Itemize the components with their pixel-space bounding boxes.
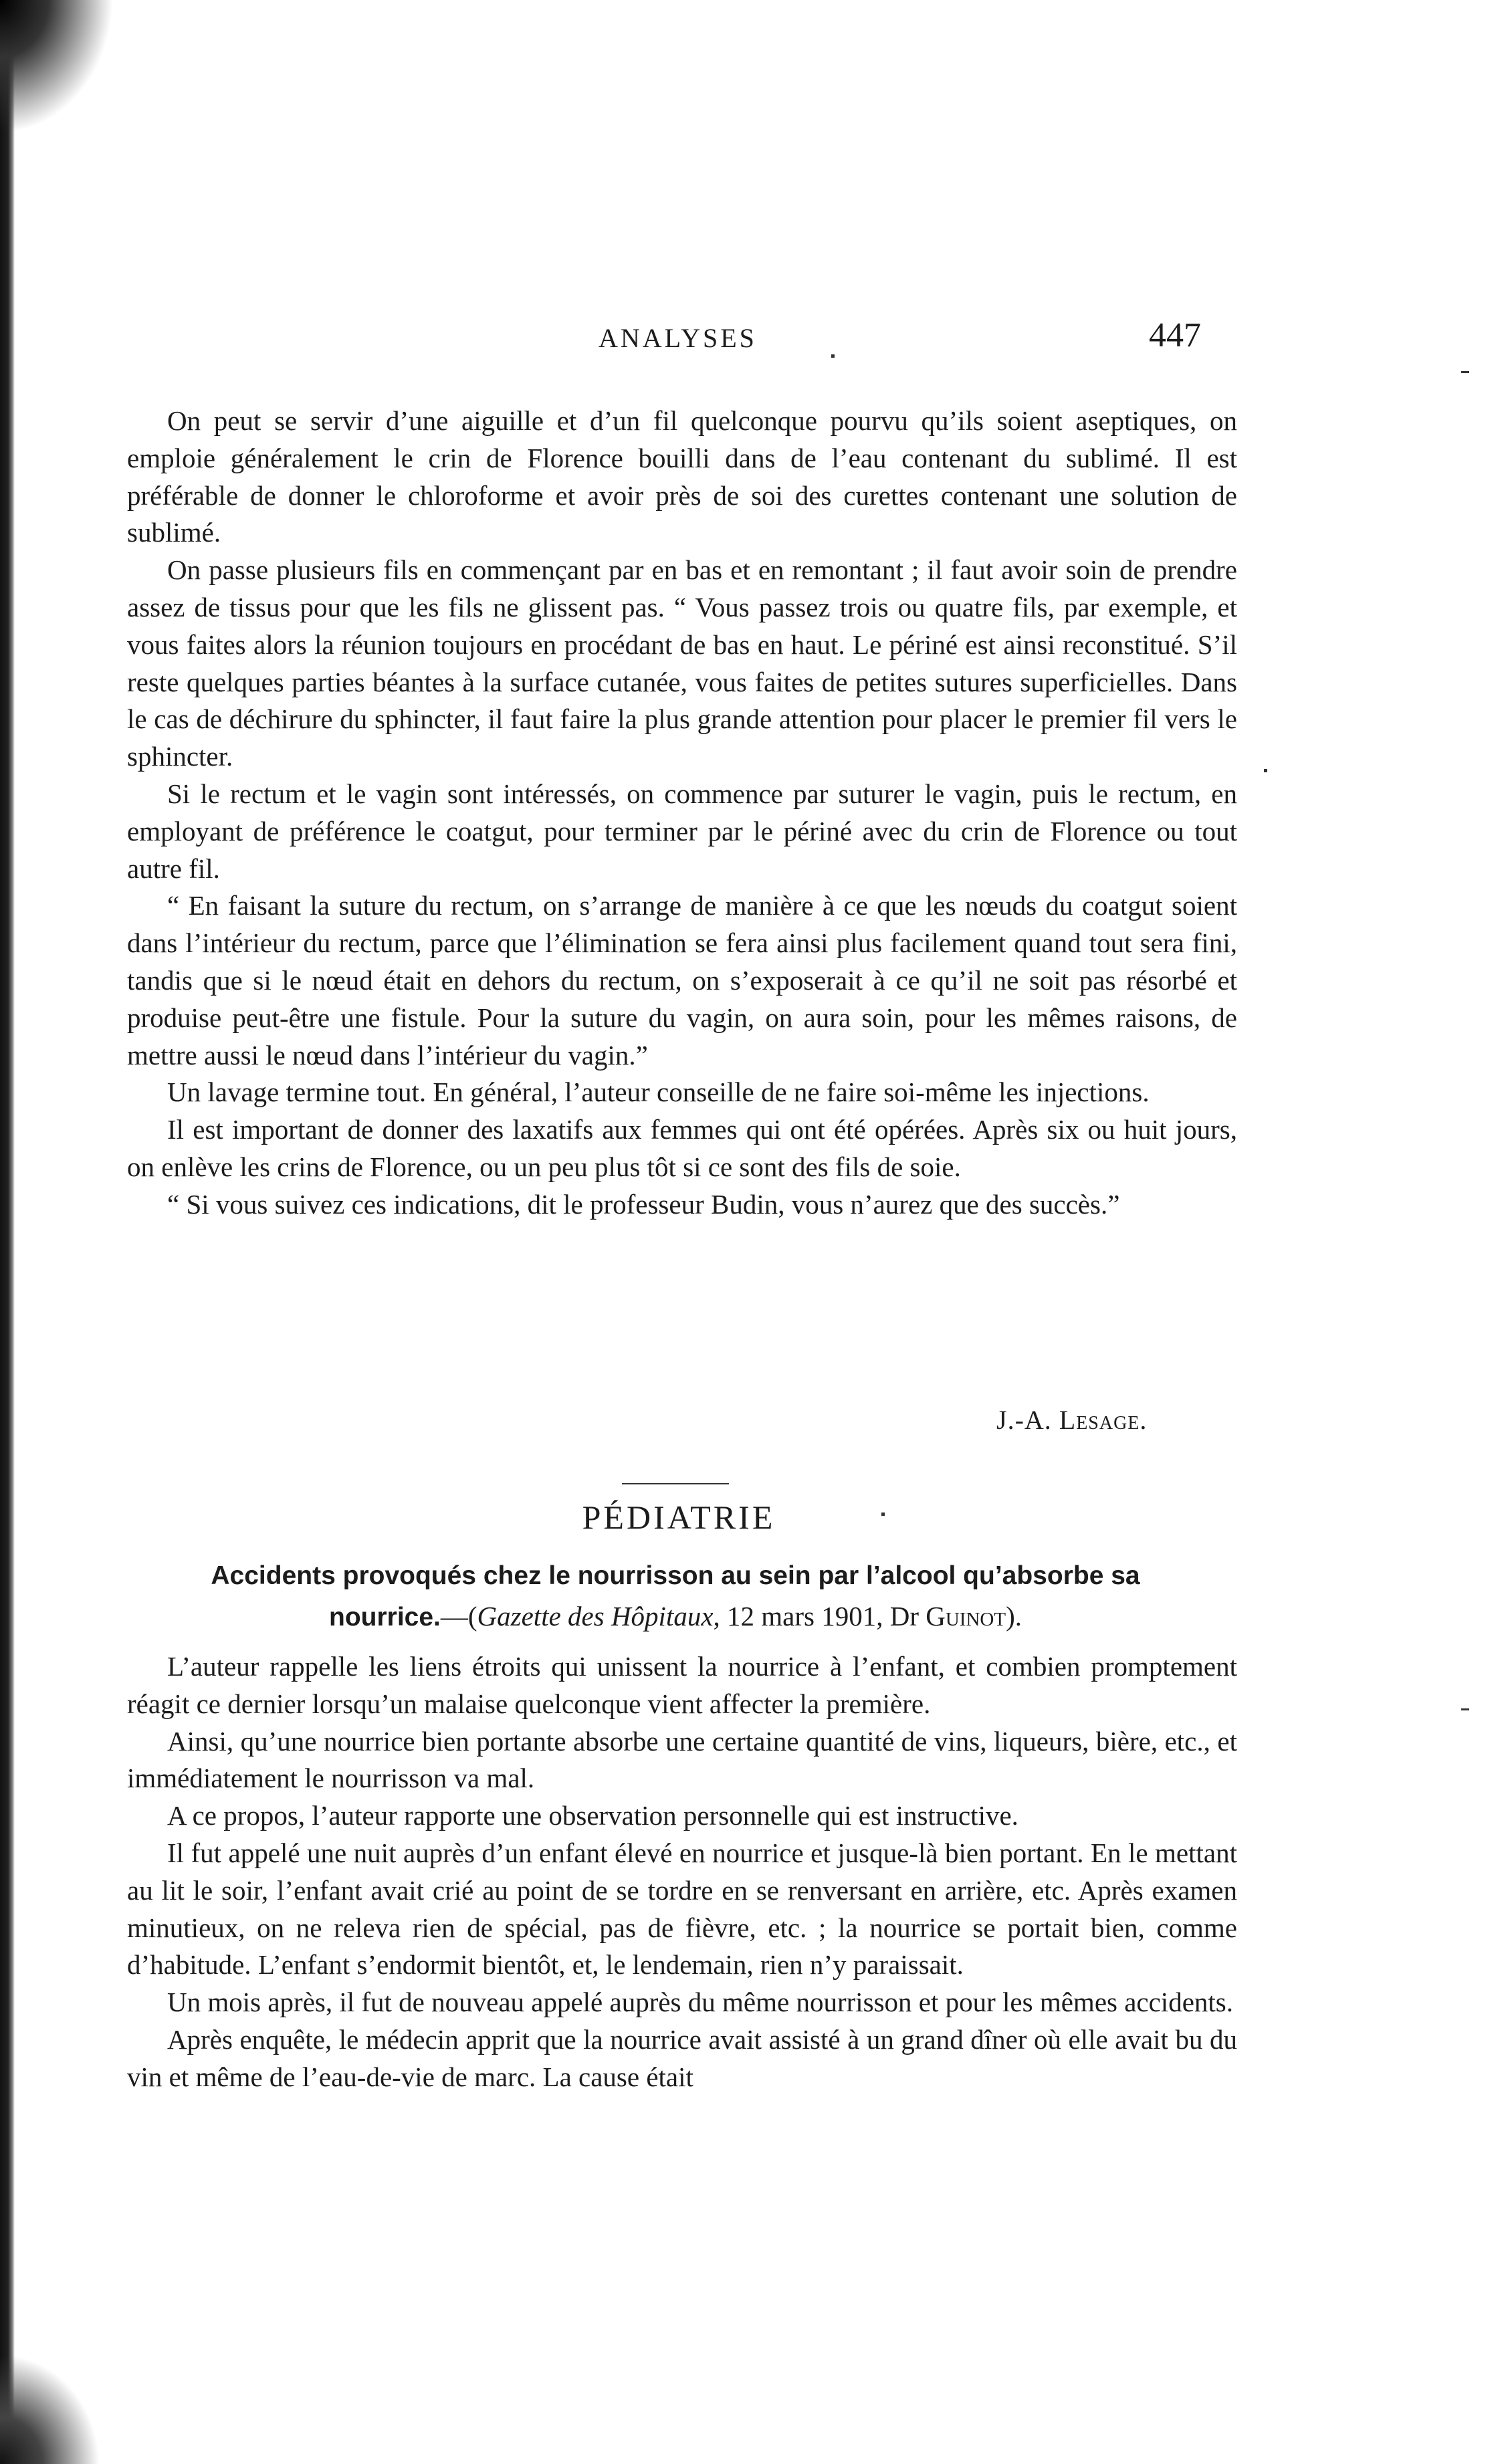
margin-speck — [1461, 1708, 1469, 1710]
source-journal: Gazette des Hôpitaux — [477, 1601, 714, 1632]
lower-text-block — [127, 1648, 1237, 2096]
margin-speck — [1461, 371, 1469, 373]
section-divider — [622, 1483, 729, 1484]
section-title: PÉDIATRIE — [582, 1498, 776, 1536]
running-head: ANALYSES — [599, 323, 757, 353]
paragraph: Ainsi, qu’une nourrice bien portante absorbe une certaine quantité de vins, liqueurs, bière, etc., et immédiatement le nourrisson va mal. — [127, 1725, 1237, 1794]
paragraph: Après enquête, le médecin apprit que la nourrice avait assisté à un grand dîner où elle avait bu du vin et même de l’eau-de-vie de marc. La cause était — [127, 2023, 1237, 2092]
margin-speck — [881, 1513, 885, 1516]
heading-dash: —( — [440, 1601, 477, 1632]
margin-speck — [1264, 769, 1267, 772]
scan-edge-top — [0, 0, 114, 134]
source-author: Guinot — [926, 1601, 1006, 1632]
margin-speck — [831, 354, 835, 358]
book-spine-shadow — [0, 0, 15, 2464]
paragraph: On peut se servir d’une aiguille et d’un fil quelconque pourvu qu’ils soient aseptiques, on emploie généralement le crin de Florence bouilli dans de l’eau contenant du sublimé. Il est préférable de donner le chloroforme et avoir près de soi des curettes contenant une solution de sublimé. — [127, 405, 1237, 548]
paragraph: Un lavage termine tout. En général, l’auteur conseille de ne faire soi-même les injections. — [167, 1077, 1150, 1108]
source-date: , 12 mars 1901, Dr — [713, 1601, 926, 1632]
page-number: 447 — [1149, 316, 1201, 354]
paragraph: Un mois après, il fut de nouveau appelé auprès du même nourrisson et pour les mêmes accidents. — [167, 1987, 1233, 2018]
paragraph: Si le rectum et le vagin sont intéressés, on commence par suturer le vagin, puis le rectum, en employant de préférence le coatgut, pour terminer par le périné avec du crin de Florence ou tout autre fil. — [127, 778, 1237, 884]
article-heading — [154, 1555, 1197, 1638]
paragraph: “ Si vous suivez ces indications, dit le professeur Budin, vous n’aurez que des succès.” — [167, 1188, 1120, 1220]
paragraph: L’auteur rappelle les liens étroits qui unissent la nourrice à l’enfant, et combien promptement réagit ce dernier lorsqu’un malaise quelconque vient affecter la première. — [127, 1651, 1237, 1719]
scan-edge-bottom — [0, 2354, 100, 2464]
author-signature: J.-A. Lesage. — [996, 1405, 1148, 1435]
article-title: Accidents provoqués chez le nourrisson au sein par l’alcool qu’absorbe sa nourrice. — [211, 1561, 1140, 1632]
paragraph: Il fut appelé une nuit auprès d’un enfant élevé en nourrice et jusque-là bien portant. En le mettant au lit le soir, l’enfant avait crié au point de se tordre en se renversant en arrière, etc. Après examen minutieux, on ne releva rien de spécial, pas de fièvre, etc. ; la nourrice se portait bien, comme d’habitude. L’enfant s’endormit bientôt, et, le lendemain, rien n’y paraissait. — [127, 1837, 1237, 1981]
paragraph: On passe plusieurs fils en commençant par en bas et en remontant ; il faut avoir soin de prendre assez de tissus pour que les fils ne glissent pas. “ Vous passez trois ou quatre fils, par exemple, et vous faites alors la réunion toujours en procédant de bas en haut. Le périné est ainsi reconstitué. S’il reste quelques parties béantes à la surface cutanée, vous faites de petites sutures superficielles. Dans le cas de déchirure du sphincter, il faut faire la plus grande attention pour placer le premier fil vers le sphincter. — [127, 554, 1237, 772]
heading-close: ). — [1006, 1601, 1022, 1632]
paragraph: A ce propos, l’auteur rapporte une observation personnelle qui est instructive. — [167, 1800, 1018, 1831]
paragraph: “ En faisant la suture du rectum, on s’arrange de manière à ce que les nœuds du coatgut soient dans l’intérieur du rectum, parce que l’élimination se fera ainsi plus facilement quand tout sera fini, tandis que si le nœud était en dehors du rectum, on s’exposerait à ce qu’il ne soit pas résorbé et produise peut-être une fistule. Pour la suture du vagin, on aura soin, pour les mêmes raisons, de mettre aussi le nœud dans l’intérieur du vagin.” — [127, 890, 1237, 1071]
upper-text-block — [127, 403, 1237, 1224]
paragraph: Il est important de donner des laxatifs aux femmes qui ont été opérées. Après six ou huit jours, on enlève les crins de Florence, ou un peu plus tôt si ce sont des fils de soie. — [127, 1114, 1237, 1182]
